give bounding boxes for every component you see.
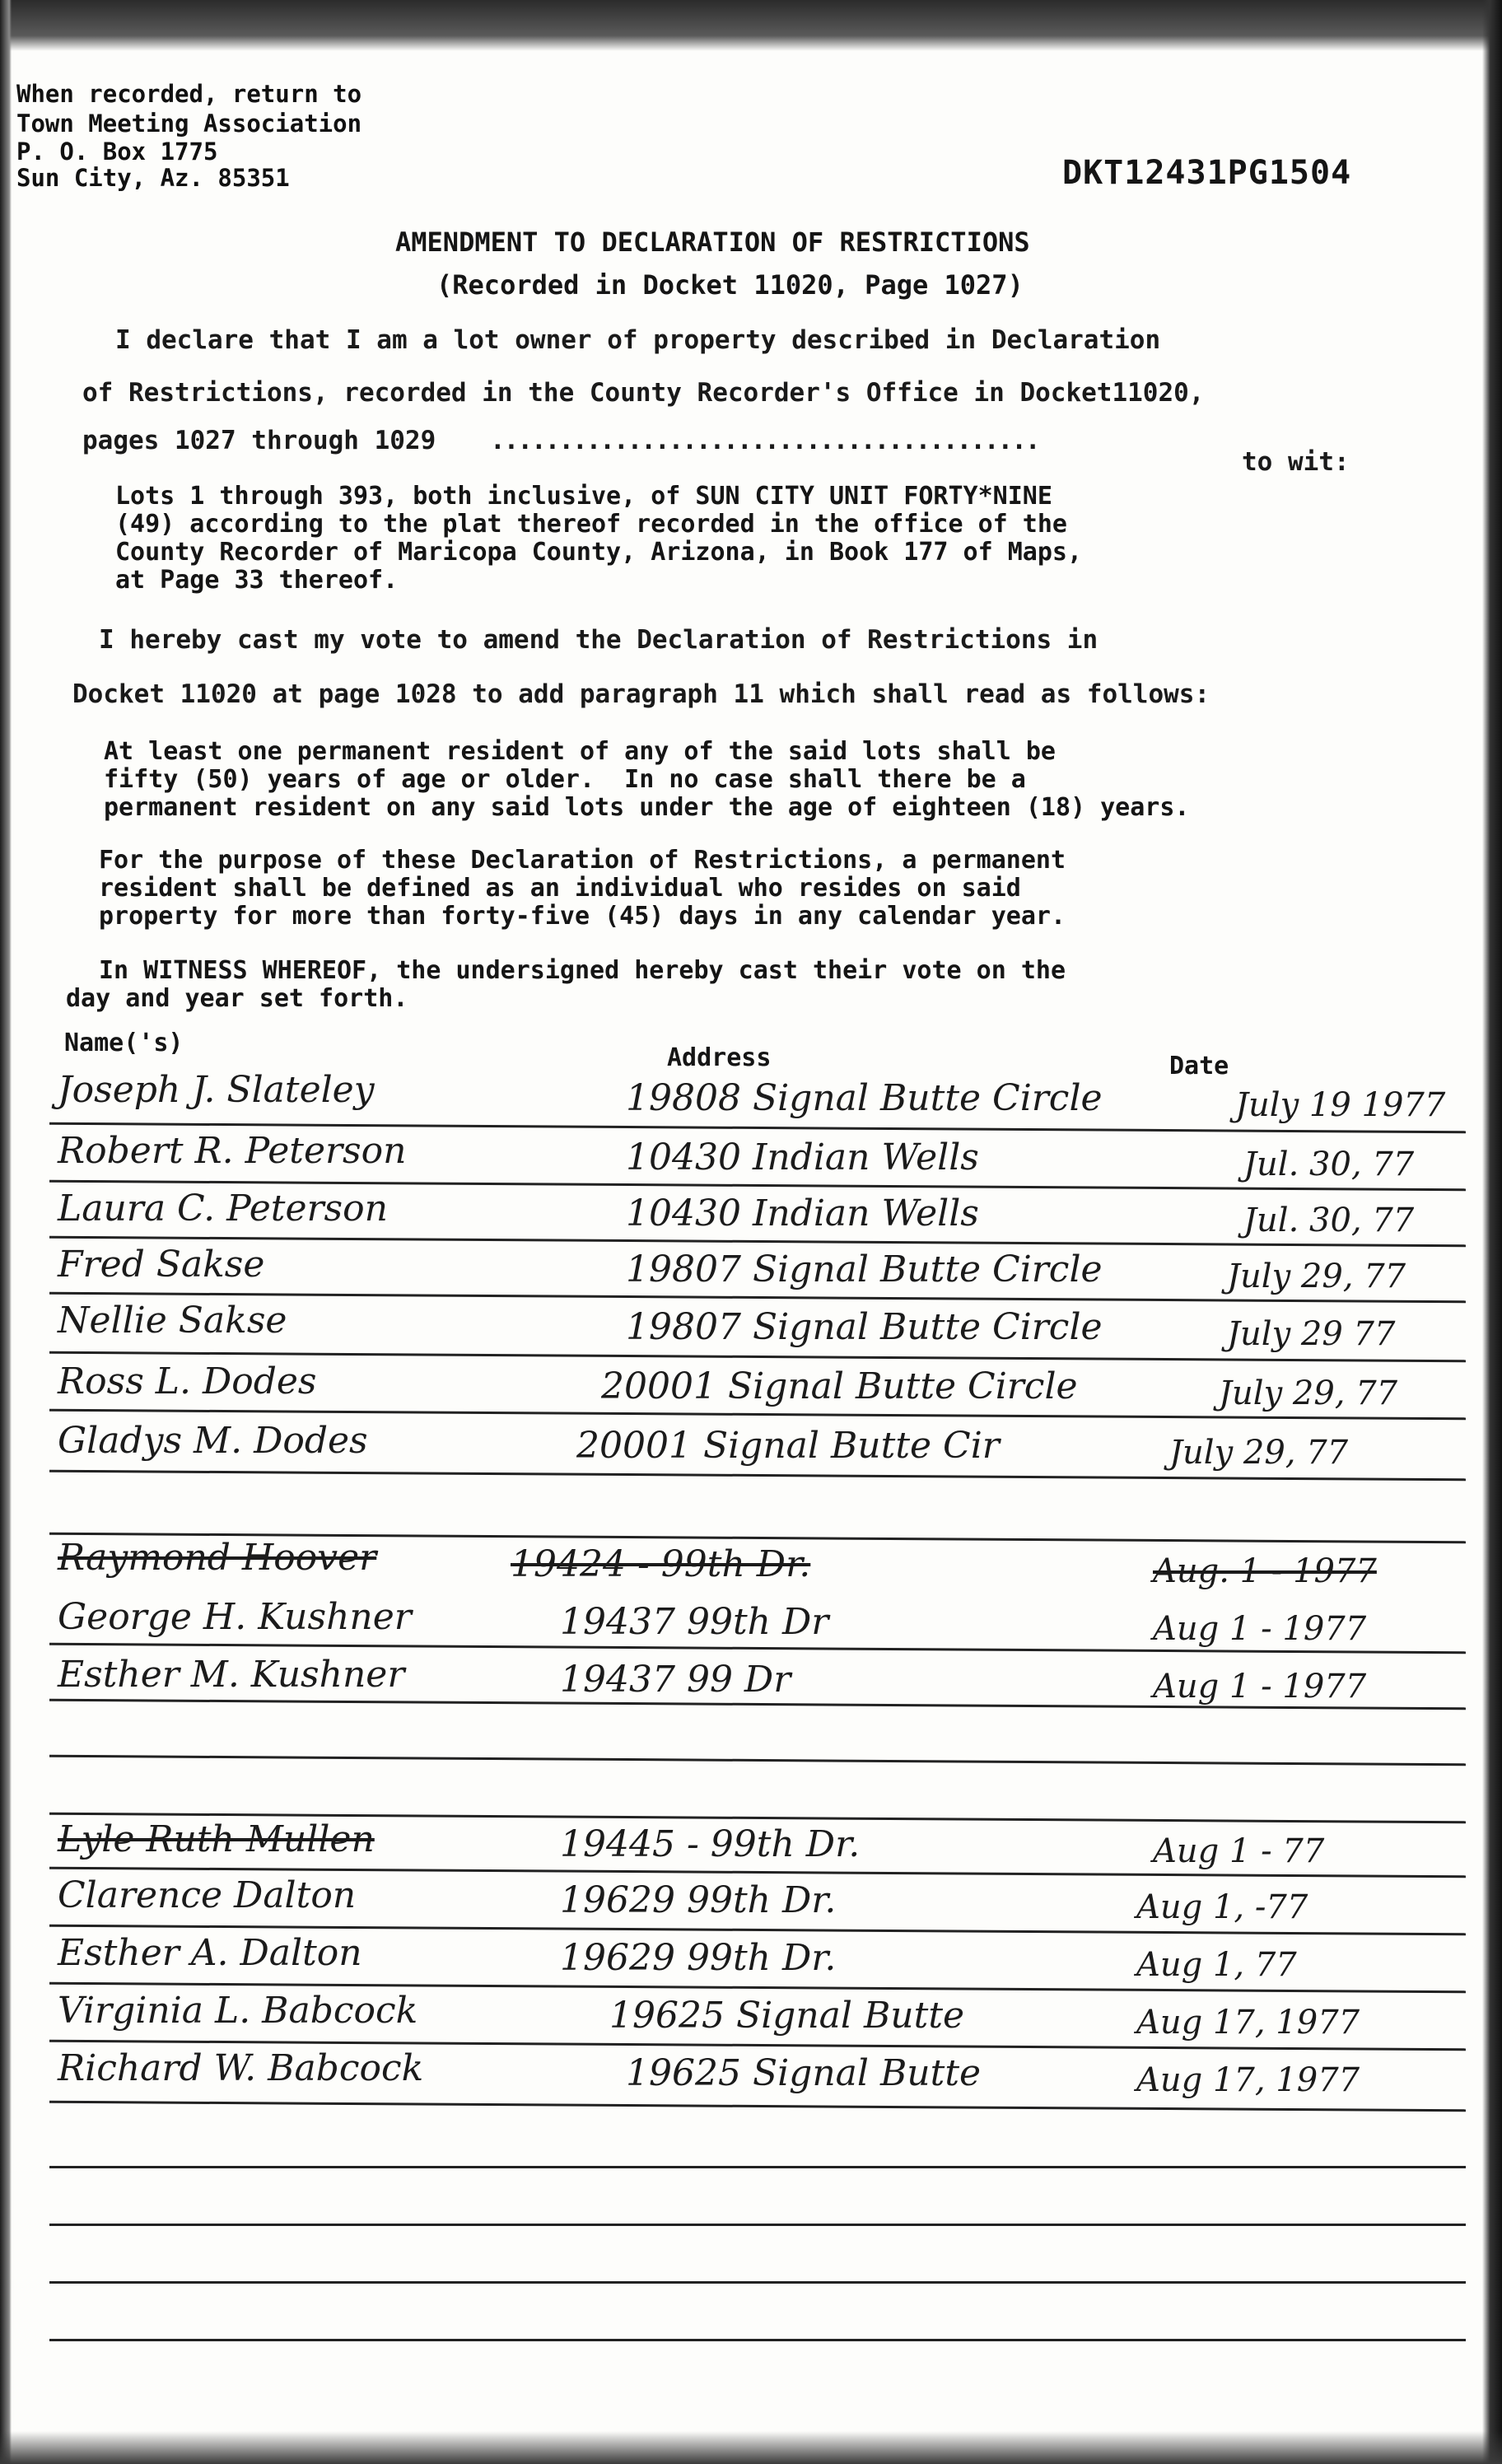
lots-line4: at Page 33 thereof. xyxy=(115,566,399,595)
signature-date: Jul. 30, 77 xyxy=(1243,1202,1415,1239)
column-header-date: Date xyxy=(1169,1052,1229,1080)
blank-signature-line xyxy=(49,2339,1466,2341)
signature-address: 19437 99th Dr xyxy=(560,1601,829,1643)
scan-edge-bottom xyxy=(0,2431,1502,2464)
para4-line2: resident shall be defined as an individual who resides on said xyxy=(99,874,1021,903)
return-line-1: When recorded, return to xyxy=(16,80,362,108)
para4-line1: For the purpose of these Declaration of Restrictions, a permanent xyxy=(99,846,1066,875)
signature-name: Joseph J. Slateley xyxy=(58,1069,375,1111)
para1-line3-end: to wit: xyxy=(1242,447,1350,477)
scan-edge-top xyxy=(0,0,1502,51)
signature-address: 20001 Signal Butte Circle xyxy=(601,1365,1078,1407)
blank-signature-line xyxy=(49,2224,1466,2226)
signature-date: Jul. 30, 77 xyxy=(1243,1146,1415,1183)
para1-line3-start: pages 1027 through 1029 xyxy=(82,426,436,455)
para3-line2: fifty (50) years of age or older. In no case shall there be a xyxy=(104,765,1026,794)
signature-address: 10430 Indian Wells xyxy=(626,1136,979,1178)
signature-date: Aug 1 - 1977 xyxy=(1153,1610,1367,1648)
signature-address: 19625 Signal Butte xyxy=(609,1995,965,2037)
docket-stamp: DKT12431PG1504 xyxy=(1062,154,1352,192)
signature-name: Virginia L. Babcock xyxy=(58,1990,418,2032)
blank-signature-line xyxy=(49,2281,1466,2284)
para3-line1: At least one permanent resident of any of the said lots shall be xyxy=(104,737,1056,766)
signature-name: Laura C. Peterson xyxy=(58,1188,388,1230)
signature-name: Lyle Ruth Mullen xyxy=(58,1818,375,1860)
para2-line1: I hereby cast my vote to amend the Declaration of Restrictions in xyxy=(99,625,1099,655)
signature-date: July 29 77 xyxy=(1227,1315,1396,1353)
signature-date: Aug 17, 1977 xyxy=(1136,2004,1360,2042)
signature-address: 10430 Indian Wells xyxy=(626,1192,979,1234)
signature-name: Clarence Dalton xyxy=(58,1874,357,1916)
para4-line3: property for more than forty-five (45) days in any calendar year. xyxy=(99,902,1066,931)
signature-name: Esther M. Kushner xyxy=(58,1654,405,1696)
signature-name: Gladys M. Dodes xyxy=(58,1420,368,1462)
signature-address: 19424 - 99th Dr. xyxy=(511,1543,811,1585)
signature-name: George H. Kushner xyxy=(58,1596,412,1638)
signature-date: Aug 1 - 77 xyxy=(1153,1832,1325,1870)
para5-line2: day and year set forth. xyxy=(66,984,408,1013)
signature-name: Fred Sakse xyxy=(58,1244,265,1286)
signature-date: July 29, 77 xyxy=(1169,1434,1349,1472)
para1-line1: I declare that I am a lot owner of property described in Declaration xyxy=(115,325,1161,355)
signature-date: July 19 1977 xyxy=(1235,1086,1446,1124)
signature-name: Raymond Hoover xyxy=(58,1537,377,1579)
signature-date: Aug 17, 1977 xyxy=(1136,2061,1360,2099)
signature-address: 19625 Signal Butte xyxy=(626,2052,982,2094)
signature-date: Aug. 1 - 1977 xyxy=(1153,1552,1377,1590)
signature-address: 20001 Signal Butte Cir xyxy=(576,1425,1000,1467)
document-title: AMENDMENT TO DECLARATION OF RESTRICTIONS xyxy=(395,226,1030,258)
column-header-address: Address xyxy=(667,1043,772,1072)
lots-line1: Lots 1 through 393, both inclusive, of SUN CITY UNIT FORTY*NINE xyxy=(115,482,1052,511)
signature-address: 19445 - 99th Dr. xyxy=(560,1823,861,1865)
signature-name: Ross L. Dodes xyxy=(58,1360,317,1402)
signature-name: Esther A. Dalton xyxy=(58,1932,362,1974)
signature-address: 19807 Signal Butte Circle xyxy=(626,1306,1103,1348)
signature-address: 19629 99th Dr. xyxy=(560,1937,837,1979)
blank-signature-line xyxy=(49,2166,1466,2168)
lots-line3: County Recorder of Maricopa County, Arizona, in Book 177 of Maps, xyxy=(115,538,1082,567)
scan-edge-right xyxy=(1482,0,1502,2464)
para5-line1: In WITNESS WHEREOF, the undersigned hereby cast their vote on the xyxy=(99,956,1066,985)
signature-date: July 29, 77 xyxy=(1227,1258,1406,1295)
signature-line xyxy=(49,1755,1466,1766)
return-line-4: Sun City, Az. 85351 xyxy=(16,164,290,192)
return-line-2: Town Meeting Association xyxy=(16,110,362,138)
signature-date: Aug 1, 77 xyxy=(1136,1946,1297,1984)
signature-name: Richard W. Babcock xyxy=(58,2047,424,2089)
para3-line3: permanent resident on any said lots under the age of eighteen (18) years. xyxy=(104,793,1190,822)
scan-edge-left xyxy=(0,0,12,2464)
signature-address: 19808 Signal Butte Circle xyxy=(626,1077,1103,1119)
signature-date: Aug 1 - 1977 xyxy=(1153,1668,1367,1706)
signature-name: Robert R. Peterson xyxy=(58,1130,407,1172)
return-line-3: P. O. Box 1775 xyxy=(16,138,218,166)
signature-name: Nellie Sakse xyxy=(58,1300,287,1342)
para1-line2: of Restrictions, recorded in the County Recorder's Office in Docket11020, xyxy=(82,378,1205,408)
para1-line3-dots: ........................................ xyxy=(490,426,1039,455)
signature-date: July 29, 77 xyxy=(1219,1374,1398,1412)
signature-address: 19629 99th Dr. xyxy=(560,1879,837,1921)
lots-line2: (49) according to the plat thereof recorded in the office of the xyxy=(115,510,1067,539)
signature-date: Aug 1, -77 xyxy=(1136,1888,1308,1926)
para2-line2: Docket 11020 at page 1028 to add paragraph 11 which shall read as follows: xyxy=(72,679,1210,709)
column-header-name: Name('s) xyxy=(64,1029,184,1057)
signature-address: 19807 Signal Butte Circle xyxy=(626,1248,1103,1290)
signature-line xyxy=(49,2101,1466,2112)
signature-address: 19437 99 Dr xyxy=(560,1659,791,1701)
document-subtitle: (Recorded in Docket 11020, Page 1027) xyxy=(436,269,1024,301)
